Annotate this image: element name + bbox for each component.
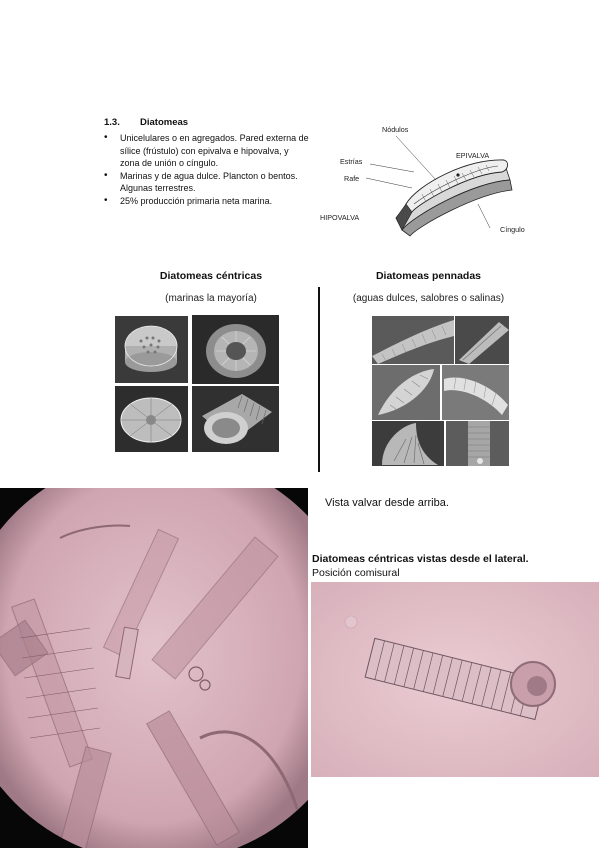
bullet-item: • Unicelulares o en agregados. Pared externa de sílice (frústulo) con epivalva e hipovalva, y zona de unión o cíngulo. (104, 132, 309, 170)
pennate-photo-4 (442, 365, 509, 420)
centric-title: Diatomeas céntricas (159, 270, 263, 282)
frustule-diagram (318, 118, 538, 238)
caption-valvar-view: Vista valvar desde arriba. (325, 497, 449, 509)
section-heading (104, 117, 188, 128)
column-divider (318, 287, 320, 472)
centric-subtitle: (marinas la mayoría) (165, 293, 257, 304)
pennate-photo-5 (372, 421, 444, 466)
caption-lateral-view (312, 552, 542, 580)
centric-photo-2 (192, 315, 279, 384)
caption-lateral-bold: Diatomeas céntricas vistas desde el lateral. (312, 553, 529, 565)
pennate-photo-2 (455, 316, 509, 364)
pennate-photo-3 (372, 365, 440, 420)
pennate-photo-6 (446, 421, 509, 466)
caption-lateral-rest: Posición comisural (312, 567, 400, 579)
centric-photo-4 (192, 386, 279, 452)
diatom-comparison-figure (105, 263, 535, 473)
label-rafe: Rafe (344, 174, 360, 183)
bullet-item: • 25% producción primaria neta marina. (104, 195, 309, 208)
label-hipovalva: HIPOVALVA (320, 213, 360, 222)
section-number: 1.3. (104, 117, 120, 128)
pennate-photo-1 (372, 316, 454, 364)
centric-photo-3 (115, 386, 188, 452)
bullet-list (104, 132, 309, 208)
micrograph-lateral-view (311, 582, 599, 777)
centric-photo-1 (115, 316, 188, 383)
label-nodulos: Nódulos (382, 125, 409, 134)
bullet-item: • Marinas y de agua dulce. Plancton o bentos. Algunas terrestres. (104, 170, 309, 195)
section-title: Diatomeas (140, 117, 189, 128)
pennate-title: Diatomeas pennadas (375, 270, 482, 282)
pennate-subtitle: (aguas dulces, salobres o salinas) (352, 293, 505, 304)
label-epivalva: EPIVALVA (456, 151, 490, 160)
micrograph-valvar-view (0, 488, 308, 848)
frustule-drawing (396, 160, 512, 236)
label-cingulo: Cíngulo (500, 225, 525, 234)
label-estrias: Estrías (340, 157, 363, 166)
